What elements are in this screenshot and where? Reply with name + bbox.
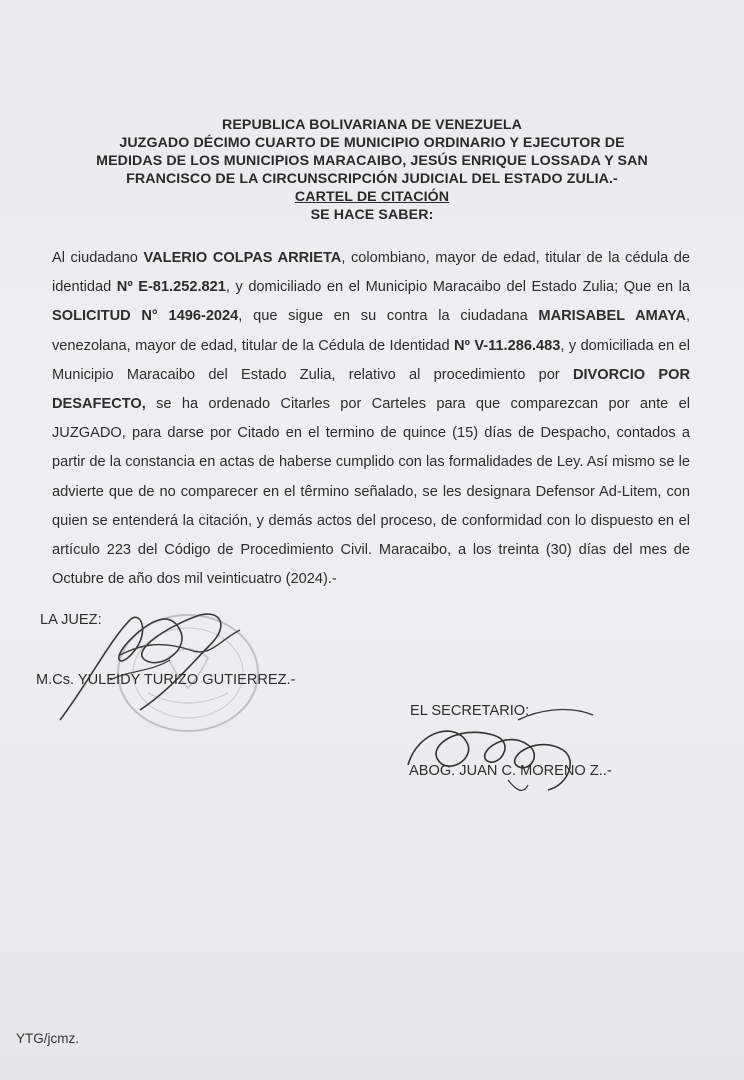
header-court-line-3: FRANCISCO DE LA CIRCUNSCRIPCIÓN JUDICIAL DEL ESTADO ZULIA.-	[126, 171, 618, 187]
document-title: CARTEL DE CITACIÓN	[294, 189, 450, 205]
case-number: SOLICITUD N° 1496-2024	[52, 308, 239, 325]
secretary-label: EL SECRETARIO:	[410, 703, 530, 719]
defendant-id: Nº E-81.252.821	[116, 279, 226, 296]
body-text-segment: , y domiciliado en el Municipio Maracaibo del Estado Zulia; Que en la	[225, 279, 690, 296]
procedure-type: DIVORCIO POR DESAFECTO,	[52, 366, 690, 413]
body-text-segment: , que sigue en su contra la ciudadana	[238, 308, 539, 325]
plaintiff-id: Nº V-11.286.483	[454, 337, 561, 354]
body-text-segment: , colombiano, mayor de edad, titular de la cédula de identidad	[52, 250, 690, 296]
judge-label: LA JUEZ:	[40, 612, 102, 628]
defendant-name: VALERIO COLPAS ARRIETA	[143, 250, 342, 266]
document-header	[40, 116, 704, 224]
plaintiff-name: MARISABEL AMAYA	[538, 308, 686, 325]
body-text-segment: , y domiciliada en el Municipio Maracaibo del Estado Zulia, relativo al procedimiento por	[52, 337, 691, 383]
body-text-segment: Al ciudadano	[52, 250, 144, 266]
header-republic: REPUBLICA BOLIVARIANA DE VENEZUELA	[221, 117, 523, 133]
body-text-segment: , venezolana, mayor de edad, titular de la Cédula de Identidad	[52, 308, 690, 354]
document-subtitle: SE HACE SABER:	[310, 207, 434, 223]
body-text-segment: se ha ordenado Citarles por Carteles para que comparezcan por ante el JUZGADO, para darse por Citado en el termino de quince (15) días de Despacho, contados a partir de la constancia en actas de haberse cumplido con las formalidades de Ley. Así mismo se le advierte que de no comparecer en el têrmino señalado, se les designara Defensor Ad-Litem, con quien se entenderá la citación, y demás actos del proceso, de conformidad con lo dispuesto en el artículo 223 del Código de Procedimiento Civil. Maracaibo, a los treinta (30) días del mes de Octubre de año dos mil veinticuatro (2024).-	[52, 396, 690, 588]
secretary-name: ABOG. JUAN C. MORENO Z..-	[409, 763, 612, 779]
citation-body	[52, 244, 690, 594]
header-court-line-2: MEDIDAS DE LOS MUNICIPIOS MARACAIBO, JESÚS ENRIQUE LOSSADA Y SAN	[96, 153, 648, 169]
header-court-line-1: JUZGADO DÉCIMO CUARTO DE MUNICIPIO ORDINARIO Y EJECUTOR DE	[119, 135, 625, 151]
document-initials: YTG/jcmz.	[16, 1031, 79, 1046]
judge-name: M.Cs. YULEIDY TURIZO GUTIERREZ.-	[36, 672, 296, 688]
